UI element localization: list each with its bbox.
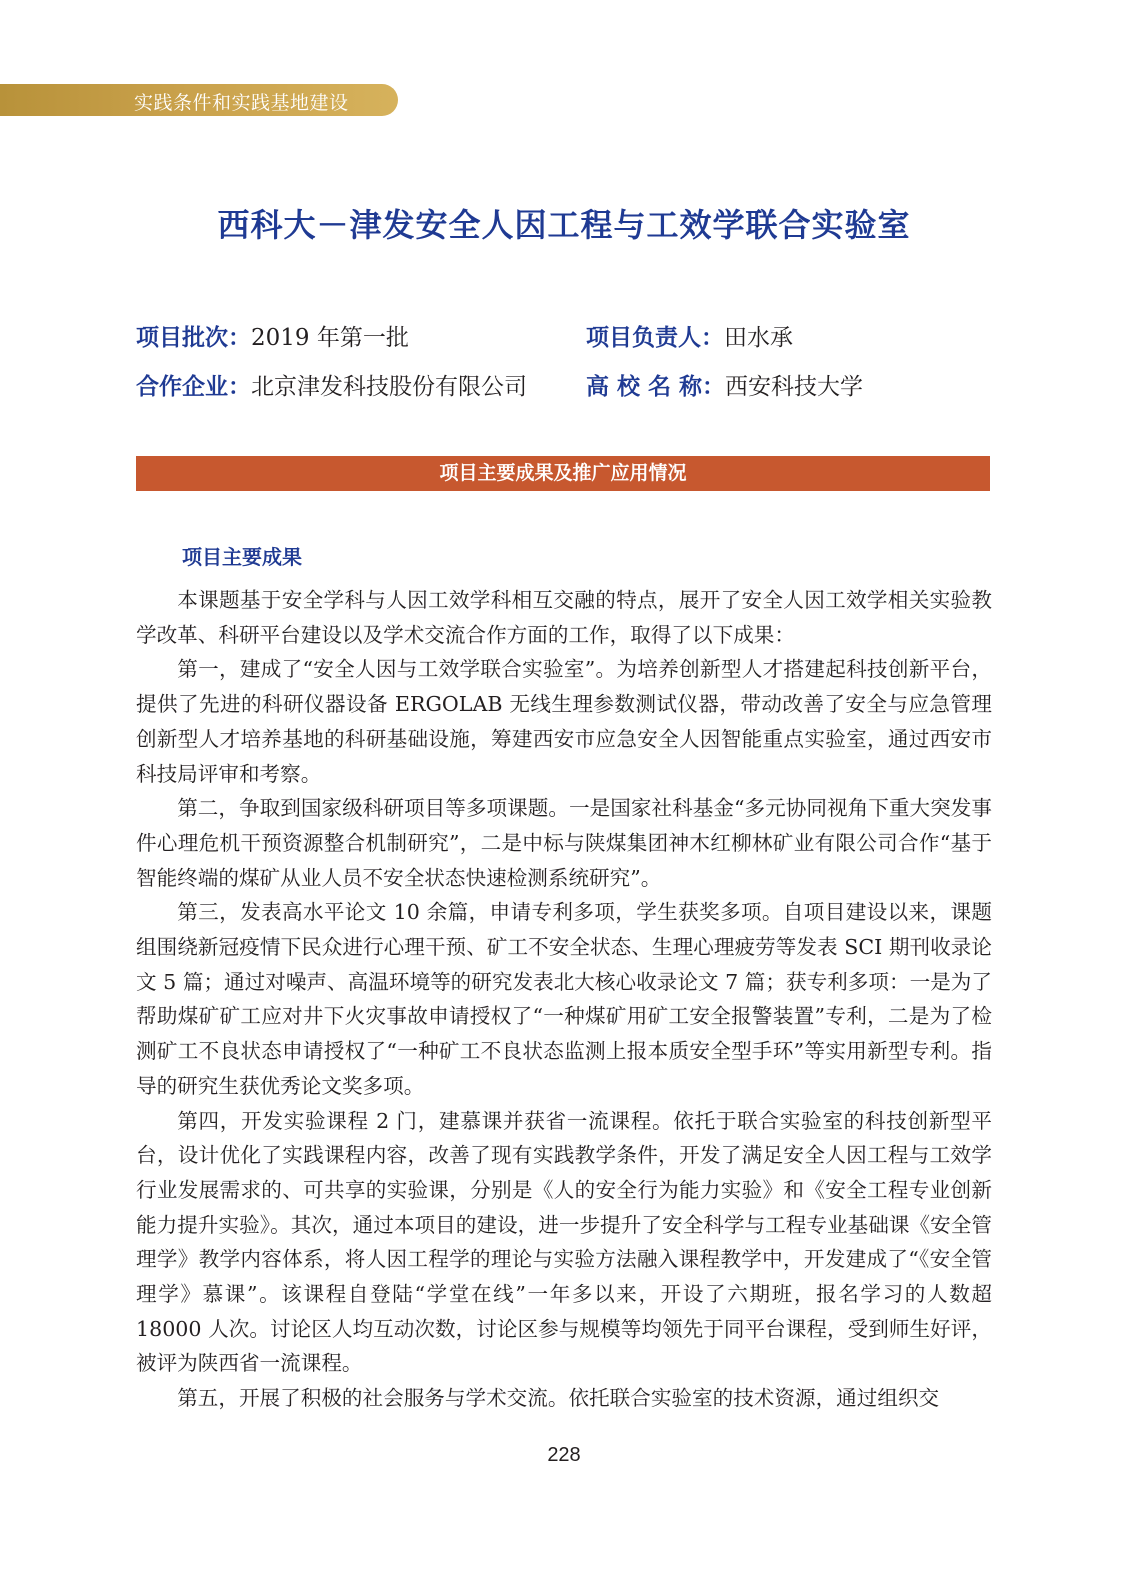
meta-batch <box>136 323 409 353</box>
page-number: 228 <box>547 1444 581 1466</box>
paragraph: 第二，争取到国家级科研项目等多项课题。一是国家社科基金“多元协同视角下重大突发事件心理危机干预资源整合机制研究”，二是中标与陕煤集团神木红柳林矿业有限公司合作“基于智能终端的煤矿从业人员不安全状态快速检测系统研究”。 <box>136 796 992 890</box>
section-header-label: 实践条件和实践基地建设 <box>134 92 349 114</box>
meta-company-value: 北京津发科技股份有限公司 <box>251 374 527 400</box>
meta-company <box>136 372 527 402</box>
meta-leader-label: 项目负责人： <box>586 325 724 351</box>
paragraph: 第四，开发实验课程 2 门，建慕课并获省一流课程。依托于联合实验室的科技创新型平台，设计优化了实践课程内容，改善了现有实践教学条件，开发了满足安全人因工程与工效学行业发展需求的、可共享的实验课，分别是《人的安全行为能力实验》和《安全工程专业创新能力提升实验》。其次，通过本项目的建设，进一步提升了安全科学与工程专业基础课《安全管理学》教学内容体系，将人因工程学的理论与实验方法融入课程教学中，开发建成了“《安全管理学》慕课”。该课程自登陆“学堂在线”一年多以来，开设了六期班，报名学习的人数超 18000 人次。讨论区人均互动次数，讨论区参与规模等均领先于同平台课程，受到师生好评，被评为陕西省一流课程。 <box>136 1108 992 1376</box>
meta-company-label: 合作企业： <box>136 374 251 400</box>
meta-leader <box>586 323 793 353</box>
body-text <box>136 583 992 1416</box>
section-title-bar <box>136 456 990 491</box>
meta-leader-value: 田水承 <box>724 325 793 351</box>
subheading: 项目主要成果 <box>182 545 302 569</box>
meta-school-value: 西安科技大学 <box>725 374 864 400</box>
paragraph: 本课题基于安全学科与人因工效学科相互交融的特点，展开了安全人因工效学相关实验教学改革、科研平台建设以及学术交流合作方面的工作，取得了以下成果： <box>136 588 992 647</box>
meta-school <box>586 372 863 402</box>
paragraph: 第三，发表高水平论文 10 余篇，申请专利多项，学生获奖多项。自项目建设以来，课题组围绕新冠疫情下民众进行心理干预、矿工不安全状态、生理心理疲劳等发表 SCI 期刊收录论文 5 篇；通过对噪声、高温环境等的研究发表北大核心收录论文 7 篇；获专利多项：一是为了帮助煤矿矿工应对井下火灾事故申请授权了“一种煤矿用矿工安全报警装置”专利，二是为了检测矿工不良状态申请授权了“一种矿工不良状态监测上报本质安全型手环”等实用新型专利。指导的研究生获优秀论文奖多项。 <box>136 900 992 1098</box>
page-title: 西科大－津发安全人因工程与工效学联合实验室 <box>217 206 911 244</box>
paragraph: 第一，建成了“安全人因与工效学联合实验室”。为培养创新型人才搭建起科技创新平台，提供了先进的科研仪器设备 ERGOLAB 无线生理参数测试仪器，带动改善了安全与应急管理创新型人才培养基地的科研基础设施，筹建西安市应急安全人因智能重点实验室，通过西安市科技局评审和考察。 <box>136 657 992 786</box>
meta-school-label: 高 校 名 称： <box>586 374 726 400</box>
paragraph: 第五，开展了积极的社会服务与学术交流。依托联合实验室的技术资源，通过组织交 <box>177 1386 940 1411</box>
section-title: 项目主要成果及推广应用情况 <box>439 462 687 484</box>
section-header-band <box>0 84 398 116</box>
meta-batch-label: 项目批次： <box>136 325 251 351</box>
meta-batch-value: 2019 年第一批 <box>251 325 409 351</box>
